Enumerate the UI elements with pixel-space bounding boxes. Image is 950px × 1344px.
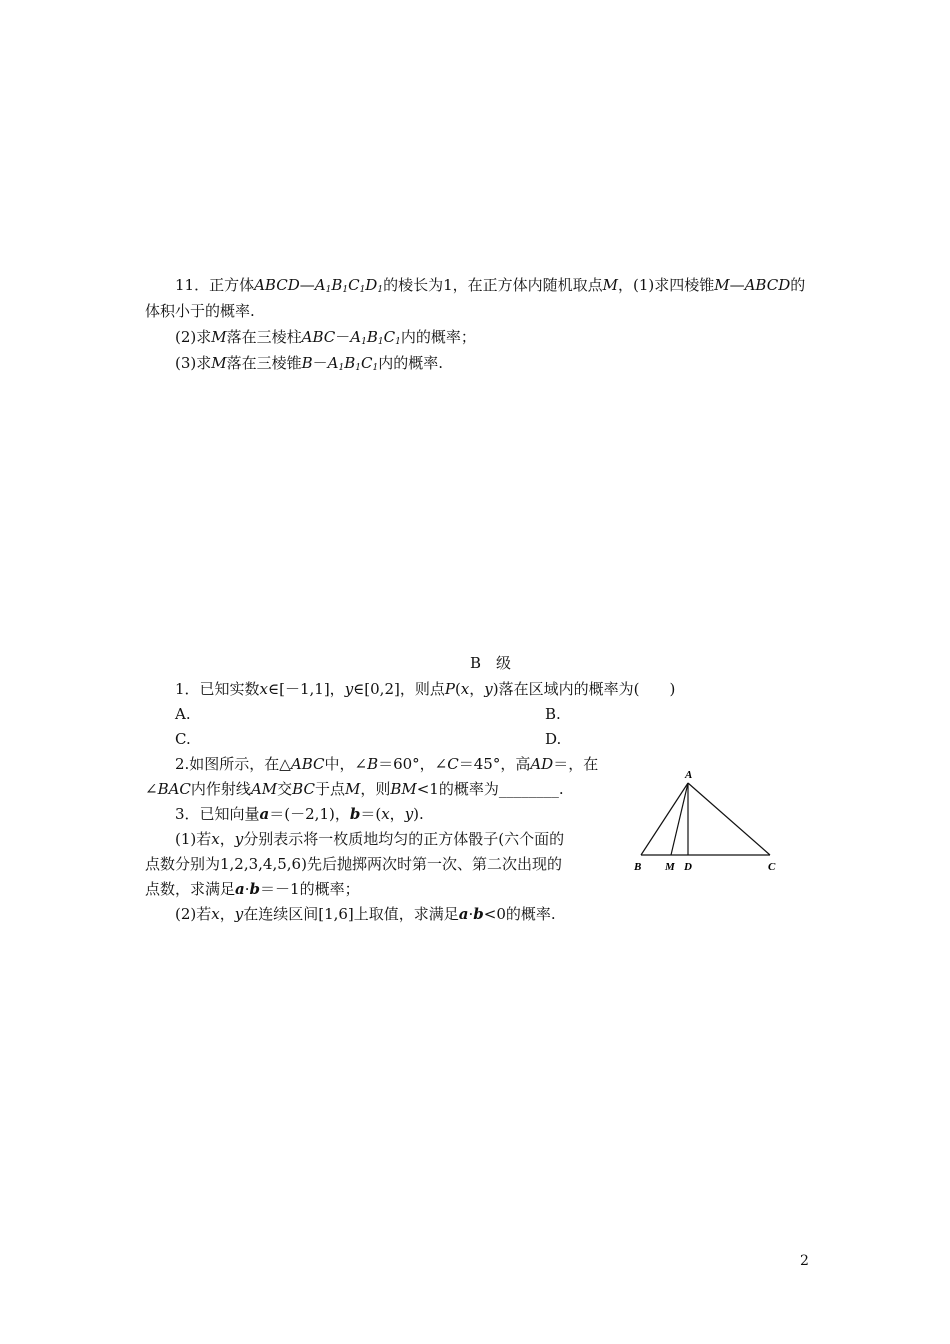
side-ab [641,783,688,855]
triangle-figure [620,762,790,877]
q11-line-2: 体积小于的概率. [145,302,255,320]
p1-line: 1．已知实数x∈[－1,1]，y∈[0,2]，则点P(x，y)落在区域内的概率为( ) [175,680,676,698]
p3-line-5: (2)若x，y在连续区间[1,6]上取值，求满足a·b<0的概率. [175,905,556,923]
p2-line-1: 2.如图所示，在△ABC中，∠B＝60°，∠C＝45°，高AD＝，在 [175,755,599,773]
p3-line-4: 点数，求满足a·b＝－1的概率； [145,880,360,898]
q11-line-3: (2)求M落在三棱柱$ABC-A_1B_1C_1$内的概率； [175,328,476,347]
label-b: B [634,861,642,873]
p1-option-d: D. [545,730,562,748]
p3-line-1: 3．已知向量a＝(－2,1)，b＝(x，y). [175,805,424,823]
p2-line-2: ∠BAC内作射线AM交BC于点M，则BM<1的概率为________. [145,780,564,798]
label-a: A [685,769,693,781]
p3-line-3: 点数分别为1,2,3,4,5,6)先后抛掷两次时第一次、第二次出现的 [145,855,562,873]
ray-am [671,783,688,855]
label-c: C [768,861,776,873]
p3-line-2: (1)若x，y分别表示将一枚质地均匀的正方体骰子(六个面的 [175,830,565,848]
label-d: D [684,861,692,873]
p1-option-a: A. [175,705,191,723]
q11-line-1: 11．正方体$ABCD—A_1B_1C_1D_1$的棱长为1，在正方体内随机取点M，(1)求四棱锥M—ABCD的 [175,276,806,295]
side-ac [688,783,770,855]
label-m: M [665,861,675,873]
p1-option-b: B. [545,705,561,723]
section-heading: B 级 [470,654,512,672]
page-number: 2 [800,1253,809,1269]
p1-option-c: C. [175,730,191,748]
q11-line-4: (3)求M落在三棱锥$B-A_1B_1C_1$内的概率. [175,354,444,373]
